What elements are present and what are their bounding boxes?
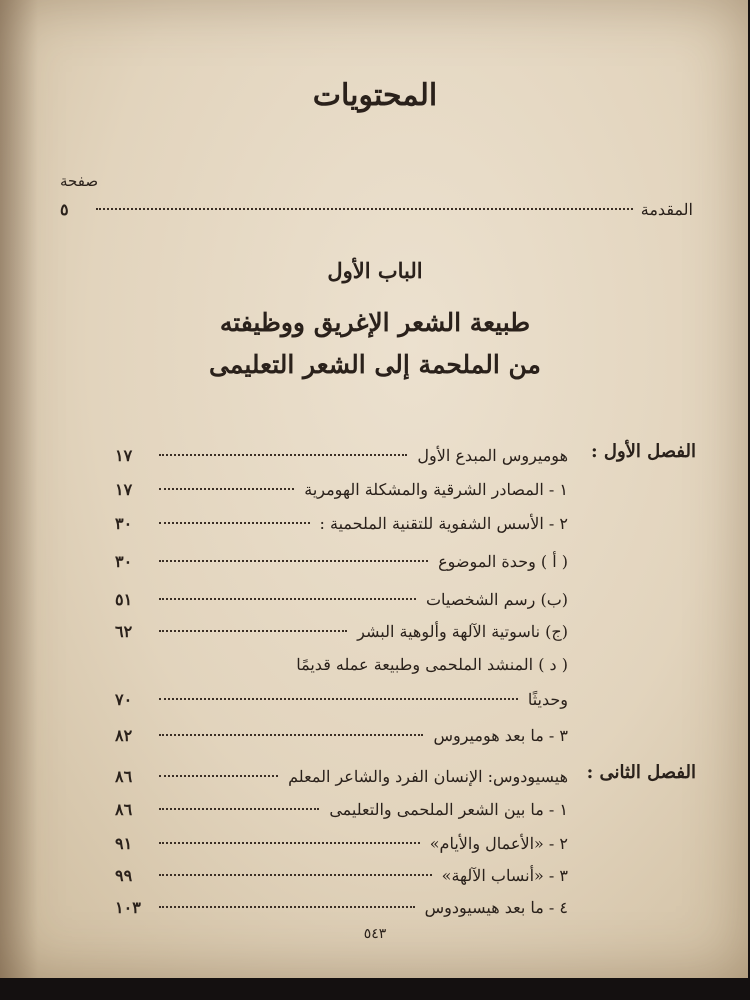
toc-row-text: ٣ - ما بعد هوميروس (433, 726, 568, 745)
dot-leader (159, 630, 347, 632)
toc-row (115, 690, 568, 718)
part-subtitle-line2: من الملحمة إلى الشعر التعليمى (209, 350, 541, 379)
dot-leader (96, 208, 633, 210)
dot-leader (159, 808, 319, 810)
dot-leader (159, 522, 310, 524)
toc-row (115, 590, 568, 618)
toc-row-page: ٨٦ (115, 767, 133, 786)
toc-row-page: ١٧ (115, 446, 133, 465)
toc-row-text: هوميروس المبدع الأول (417, 446, 568, 465)
toc-row-page: ٩١ (115, 834, 133, 853)
page-number: ٥٤٣ (363, 926, 387, 942)
dot-leader (159, 775, 278, 777)
toc-row-page: ١٧ (115, 480, 133, 499)
toc-entry-intro (60, 200, 693, 226)
toc-row-page: ٨٢ (115, 726, 133, 745)
toc-row (115, 655, 568, 683)
toc-row-page: ٨٦ (115, 800, 133, 819)
toc-row-page: ٣٠ (115, 514, 133, 533)
part-heading: الباب الأول (327, 258, 423, 283)
toc-row (115, 480, 568, 508)
toc-row-page: ١٠٣ (115, 898, 141, 917)
page-column-header: صفحة (60, 172, 99, 190)
toc-row (115, 767, 568, 795)
toc-row (115, 552, 568, 580)
toc-row (115, 622, 568, 650)
toc-row-page: ٣٠ (115, 552, 133, 571)
dot-leader (159, 906, 415, 908)
toc-row-text: هيسيودوس: الإنسان الفرد والشاعر المعلم (288, 767, 568, 786)
toc-row (115, 726, 568, 754)
dot-leader (159, 560, 428, 562)
chapter2-label: الفصل الثانى : (586, 762, 696, 783)
dot-leader (159, 598, 416, 600)
toc-row-page: ٦٢ (115, 622, 133, 641)
toc-row-text: ٢ - «الأعمال والأيام» (429, 834, 568, 853)
page-title: المحتويات (312, 78, 438, 113)
toc-row-page: ٥١ (115, 590, 133, 609)
toc-row (115, 898, 568, 926)
part-subtitle-line1: طبيعة الشعر الإغريق ووظيفته (219, 308, 531, 337)
toc-row (115, 800, 568, 828)
toc-row-text: ١ - ما بين الشعر الملحمى والتعليمى (329, 800, 568, 819)
toc-row (115, 446, 568, 474)
toc-row-page: ٩٩ (115, 866, 133, 885)
dot-leader (159, 698, 518, 700)
toc-row-text: (ج) ناسوتية الآلهة وألوهية البشر (357, 622, 568, 641)
dot-leader (159, 874, 432, 876)
dot-leader (159, 842, 420, 844)
chapter1-label: الفصل الأول : (590, 441, 696, 462)
toc-row-text: ٣ - «أنساب الآلهة» (441, 866, 568, 885)
toc-row-page: ٧٠ (115, 690, 133, 709)
page-binding-shadow (0, 0, 38, 978)
toc-entry-page: ٥ (60, 200, 69, 219)
toc-row (115, 834, 568, 862)
toc-entry-label: المقدمة (640, 200, 693, 219)
dot-leader (159, 488, 294, 490)
dot-leader (159, 734, 423, 736)
toc-row (115, 514, 568, 542)
toc-row-text: ٢ - الأسس الشفوية للتقنية الملحمية : (319, 514, 568, 533)
dot-leader (159, 454, 407, 456)
toc-row-text: ( أ ) وحدة الموضوع (438, 552, 568, 571)
toc-row-text: ٤ - ما بعد هيسيودوس (424, 898, 568, 917)
toc-row-text: ( د ) المنشد الملحمى وطبيعة عمله قديمًا (296, 655, 568, 674)
toc-row-text: ١ - المصادر الشرقية والمشكلة الهومرية (304, 480, 568, 499)
toc-row-text: وحديثًا (527, 690, 568, 709)
toc-row-text: (ب) رسم الشخصيات (425, 590, 568, 609)
toc-row (115, 866, 568, 894)
